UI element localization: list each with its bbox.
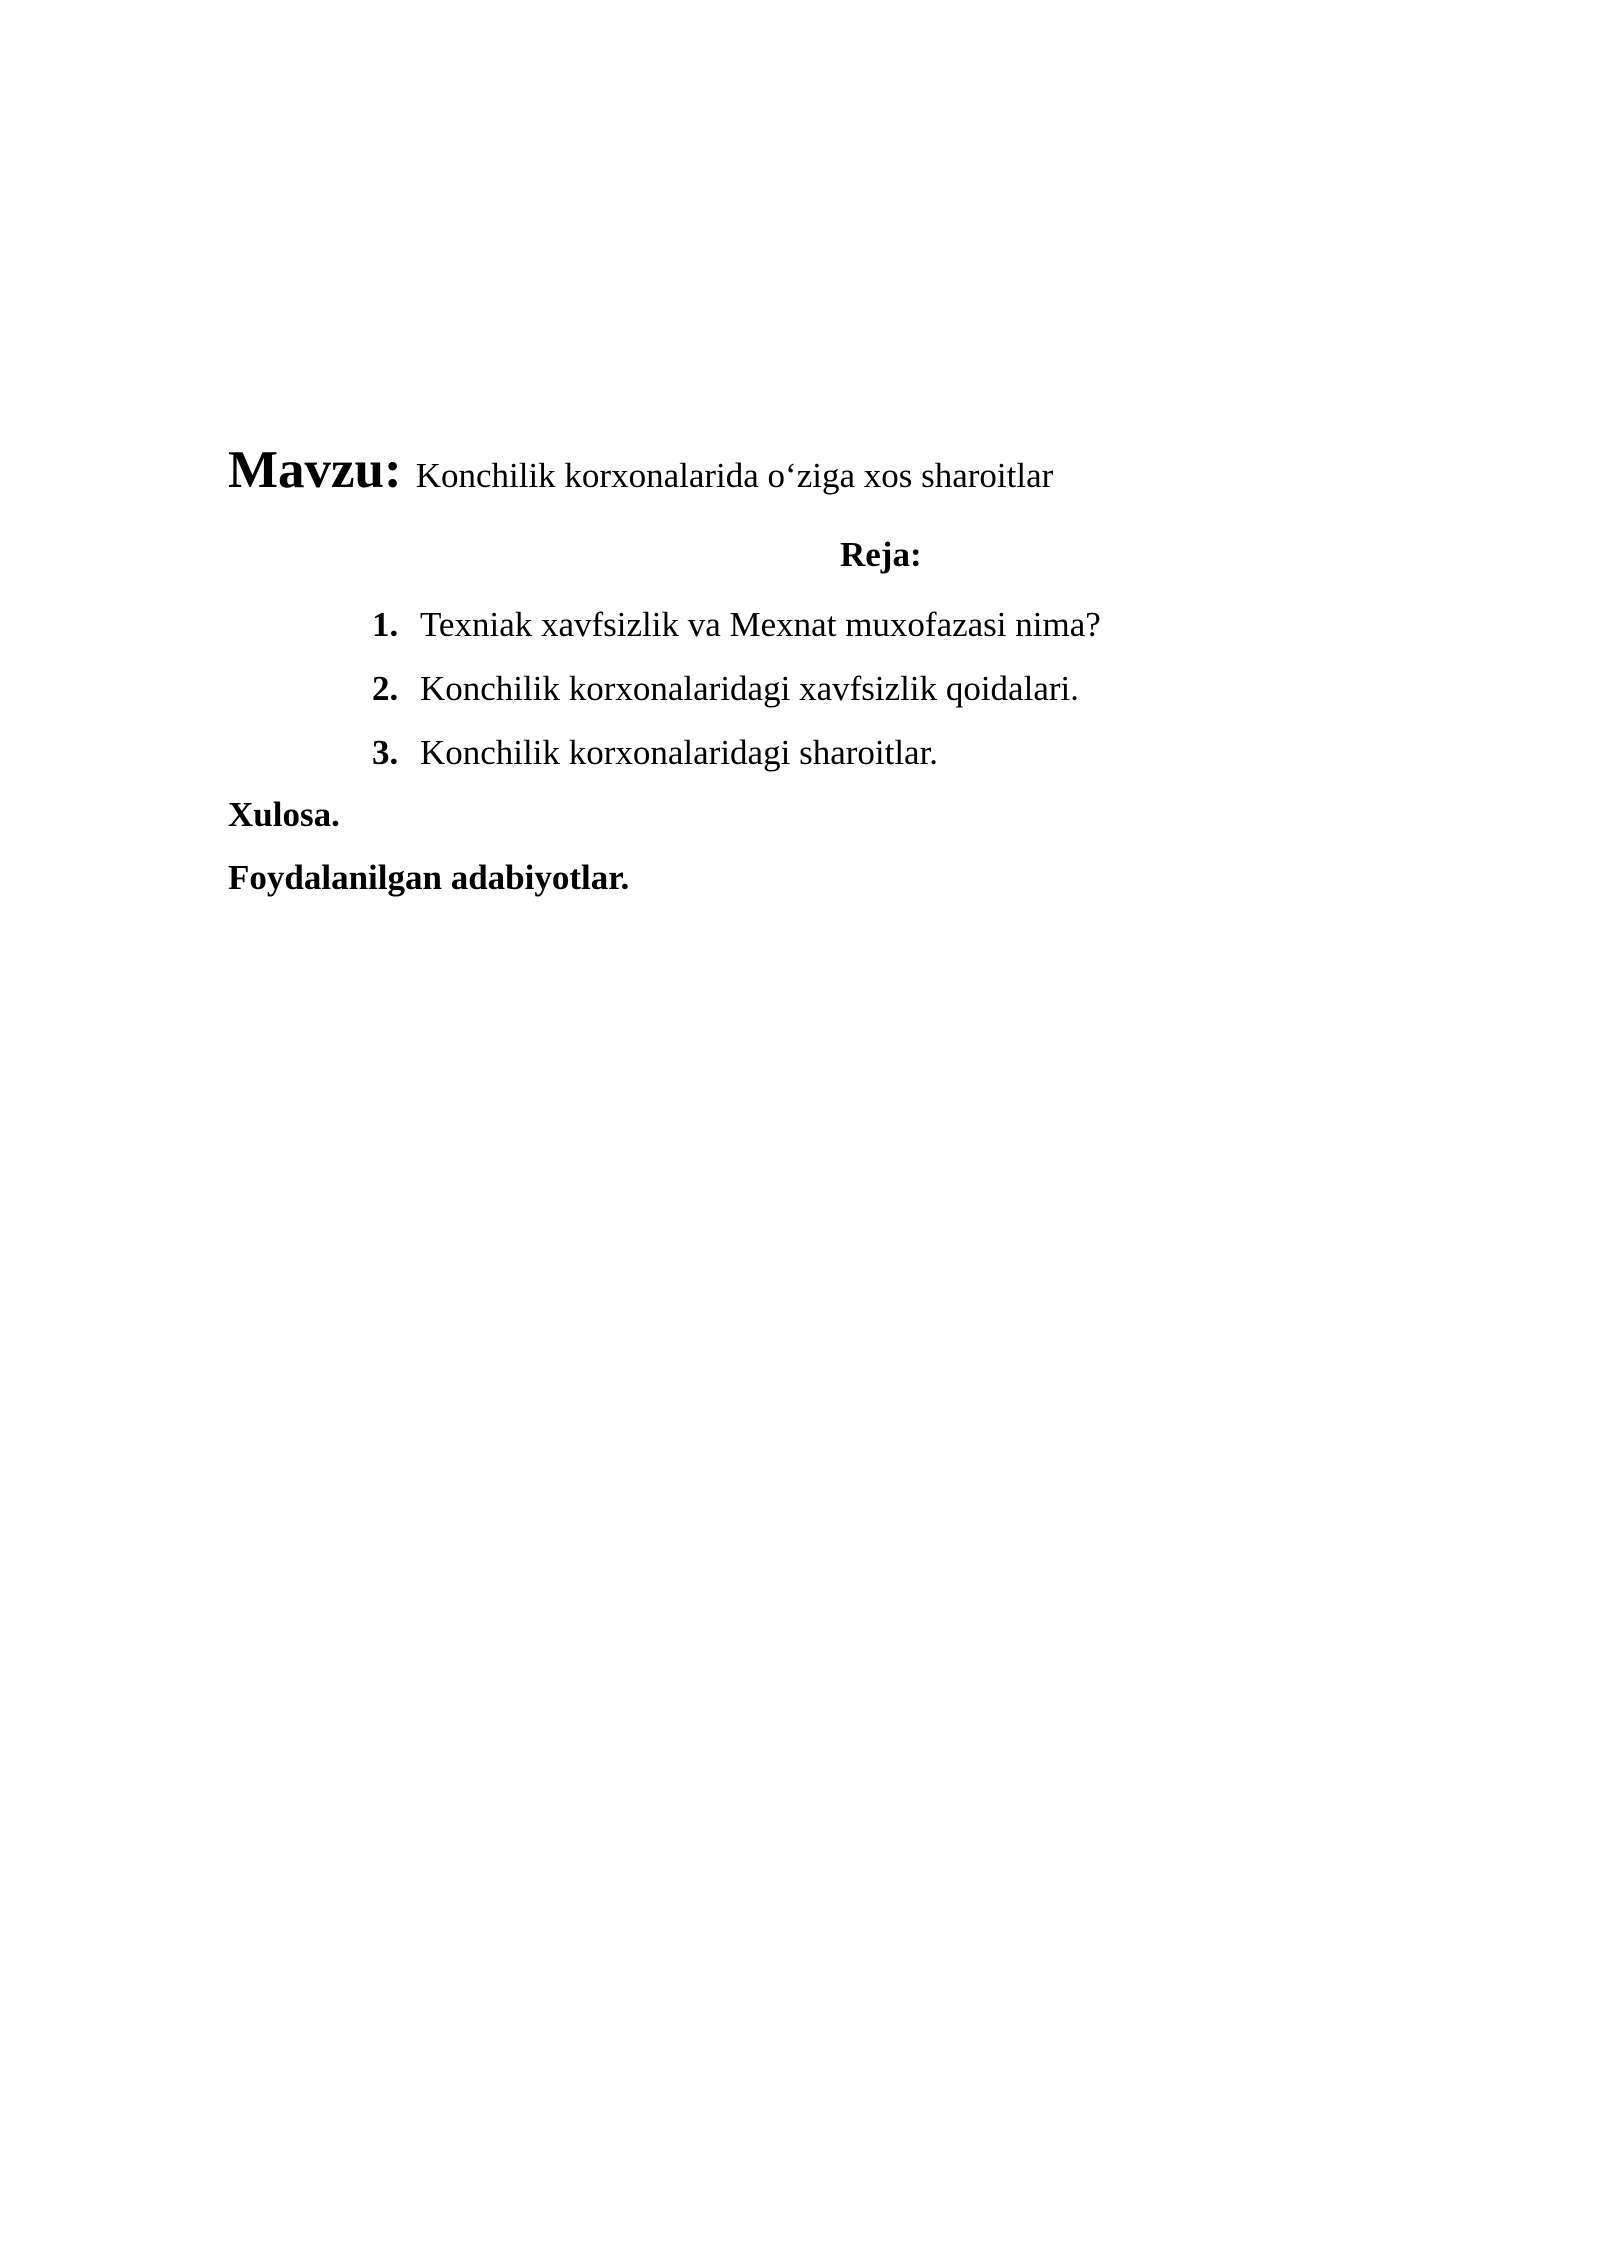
plan-item-text: Texniak xavfsizlik va Mexnat muxofazasi nima?: [420, 605, 1101, 644]
plan-item-text: Konchilik korxonalaridagi xavfsizlik qoidalari.: [420, 669, 1079, 708]
references-heading: Foydalanilgan adabiyotlar.: [228, 858, 630, 897]
topic-line: [228, 440, 1053, 500]
plan-item: [372, 664, 1101, 728]
conclusion-heading: Xulosa.: [228, 795, 340, 834]
plan-item-text: Konchilik korxonalaridagi sharoitlar.: [420, 733, 939, 772]
topic-title: Konchilik korxonalarida o‘ziga xos sharoitlar: [415, 456, 1054, 495]
plan-list: [372, 600, 1101, 792]
plan-item-number: 1.: [372, 605, 399, 644]
plan-item-number: 2.: [372, 669, 399, 708]
plan-item: [372, 600, 1101, 664]
topic-label: Mavzu:: [228, 441, 402, 499]
plan-heading: Reja:: [840, 535, 922, 574]
plan-item-number: 3.: [372, 733, 399, 772]
plan-item: [372, 728, 1101, 792]
